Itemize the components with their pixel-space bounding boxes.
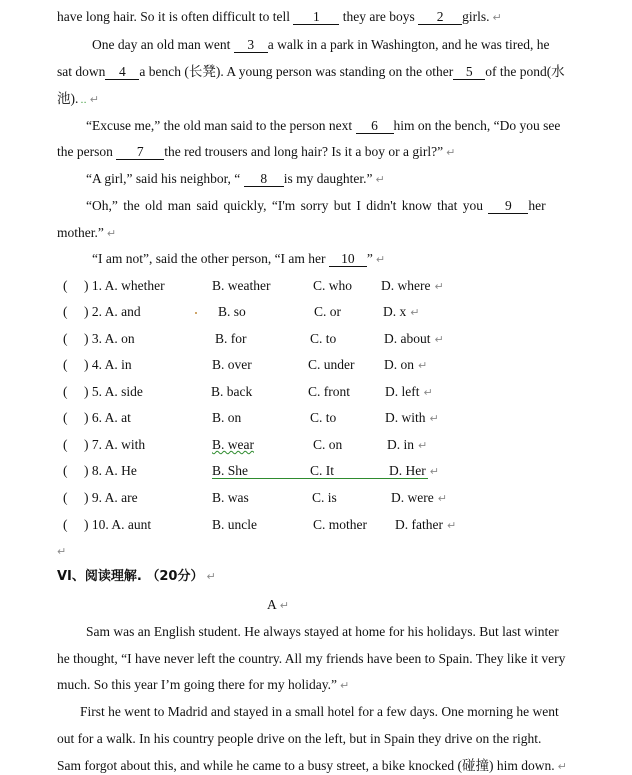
option-b: B. weather bbox=[212, 278, 271, 293]
answer-paren: ( bbox=[63, 437, 68, 452]
paragraph-mark-icon: ↵ bbox=[106, 227, 117, 240]
reading-line bbox=[80, 704, 559, 720]
option-b: B. for bbox=[215, 331, 247, 346]
option-d: D. left bbox=[385, 384, 420, 399]
option-c: C. under bbox=[308, 357, 355, 372]
answer-paren: ( bbox=[63, 517, 68, 532]
section-title: VI、阅读理解. （20分） bbox=[57, 569, 204, 584]
passage-text: “I am not”, said the other person, “I am her bbox=[92, 251, 329, 266]
blank-6: 6 bbox=[356, 119, 394, 134]
answer-paren: ( bbox=[63, 304, 68, 319]
paragraph-mark-icon: ↵ bbox=[446, 519, 457, 532]
empty-line bbox=[57, 543, 66, 560]
passage-text: the person bbox=[57, 144, 117, 159]
passage-line bbox=[57, 64, 565, 80]
stray-dot bbox=[195, 312, 197, 314]
passage-text: ” bbox=[366, 251, 373, 266]
passage-line bbox=[57, 144, 455, 161]
reading-text: Sam was an English student. He always stayed at home for his holidays. But last winter bbox=[86, 624, 559, 639]
section-heading bbox=[57, 569, 216, 585]
option-a: ) 10. A. aunt bbox=[84, 517, 152, 532]
option-d: D. Her bbox=[389, 463, 426, 478]
option-a: ) 9. A. are bbox=[84, 490, 138, 505]
reading-line bbox=[57, 731, 541, 747]
option-a: ) 6. A. at bbox=[84, 410, 131, 425]
option-c: C. It bbox=[310, 463, 335, 478]
reading-text: he thought, “I have never left the country. All my friends have been to Spain. They like it very bbox=[57, 651, 566, 666]
paragraph-mark-icon: ↵ bbox=[434, 280, 444, 293]
option-a: ) 4. A. in bbox=[84, 357, 132, 372]
passage-text: the red trousers and long hair? Is it a boy or a girl?” bbox=[164, 144, 444, 159]
option-b: B. over bbox=[212, 357, 252, 372]
passage-text: “Excuse me,” the old man said to the person next bbox=[86, 118, 356, 133]
paragraph-mark-icon: ↵ bbox=[557, 760, 567, 773]
passage-text: her bbox=[528, 198, 546, 213]
passage-line bbox=[92, 37, 549, 53]
paragraph-mark-icon: ↵ bbox=[418, 359, 428, 372]
paragraph-mark-icon: ↵ bbox=[437, 492, 447, 505]
paragraph-mark-icon: ↵ bbox=[206, 570, 216, 583]
option-a: ) 7. A. with bbox=[84, 437, 146, 452]
option-b: B. so bbox=[218, 304, 246, 319]
paragraph-mark-icon: ↵ bbox=[492, 11, 502, 24]
blank-5: 5 bbox=[453, 65, 485, 80]
blank-8: 8 bbox=[244, 172, 284, 187]
reading-text: much. So this year I’m going there for my holiday.” bbox=[57, 677, 337, 692]
option-d: D. where bbox=[381, 278, 431, 293]
blank-7: 7 bbox=[116, 145, 164, 160]
option-d: D. in bbox=[387, 437, 414, 452]
option-b: B. uncle bbox=[212, 517, 257, 532]
option-d: D. were bbox=[391, 490, 434, 505]
passage-line bbox=[92, 251, 385, 268]
reading-line bbox=[57, 651, 565, 667]
passage-letter: A bbox=[267, 597, 277, 612]
blank-1: 1 bbox=[293, 10, 339, 25]
option-d: D. on bbox=[384, 357, 414, 372]
option-a: ) 1. A. whether bbox=[84, 278, 165, 293]
paragraph-mark-icon: ↵ bbox=[375, 253, 386, 266]
blank-2: 2 bbox=[418, 10, 462, 25]
grammar-underline bbox=[212, 478, 428, 479]
passage-text: sat down bbox=[57, 64, 106, 79]
passage-text: a bench (长凳). A young person was standing on the other bbox=[139, 64, 454, 79]
option-b: B. on bbox=[212, 410, 242, 425]
option-c: C. who bbox=[313, 278, 353, 293]
answer-paren: ( bbox=[63, 331, 68, 346]
option-c: C. mother bbox=[313, 517, 367, 532]
passage-label bbox=[267, 597, 289, 614]
answer-paren: ( bbox=[63, 410, 68, 425]
blank-3: 3 bbox=[234, 38, 268, 53]
paragraph-mark-icon: ↵ bbox=[410, 306, 420, 319]
passage-text: him on the bench, “Do you see bbox=[393, 118, 561, 133]
option-d: D. father bbox=[395, 517, 443, 532]
passage-line bbox=[57, 225, 116, 242]
option-d: D. about bbox=[384, 331, 431, 346]
green-dot-icon: .. bbox=[80, 95, 87, 106]
paragraph-mark-icon: ↵ bbox=[279, 599, 289, 612]
passage-text: a walk in a park in Washington, and he was tired, he bbox=[267, 37, 550, 52]
paragraph-mark-icon: ↵ bbox=[429, 465, 439, 478]
passage-line bbox=[57, 9, 502, 26]
passage-text: is my daughter.” bbox=[283, 171, 373, 186]
paragraph-mark-icon: ↵ bbox=[375, 173, 385, 186]
passage-text: have long hair. So it is often difficult to tell bbox=[57, 9, 294, 24]
answer-paren: ( bbox=[63, 490, 68, 505]
option-a: ) 2. A. and bbox=[84, 304, 141, 319]
option-b: B. back bbox=[211, 384, 253, 399]
option-c: C. to bbox=[310, 410, 337, 425]
option-b: B. wear bbox=[212, 437, 254, 452]
answer-paren: ( bbox=[63, 278, 68, 293]
reading-text: First he went to Madrid and stayed in a small hotel for a few days. One morning he went bbox=[80, 704, 559, 719]
passage-text: “Oh,” the old man said quickly, “I'm sorry but I didn't know that you bbox=[86, 198, 489, 213]
blank-4: 4 bbox=[105, 65, 139, 80]
passage-text: girls. bbox=[462, 9, 490, 24]
passage-line bbox=[86, 198, 546, 214]
option-a: ) 8. A. He bbox=[84, 463, 137, 478]
option-c: C. on bbox=[313, 437, 343, 452]
option-c: C. to bbox=[310, 331, 337, 346]
option-b: B. She bbox=[212, 463, 249, 478]
passage-line bbox=[86, 118, 560, 134]
paragraph-mark-icon: ↵ bbox=[89, 93, 99, 106]
option-a: ) 3. A. on bbox=[84, 331, 135, 346]
option-c: C. is bbox=[312, 490, 337, 505]
answer-paren: ( bbox=[63, 463, 68, 478]
passage-text: of the pond(水 bbox=[485, 64, 565, 79]
reading-line bbox=[86, 624, 559, 640]
option-c: C. or bbox=[314, 304, 341, 319]
blank-10: 10 bbox=[329, 252, 367, 267]
reading-text: Sam forgot about this, and while he came to a busy street, a bike knocked (碰撞) him down. bbox=[57, 758, 555, 773]
option-d: D. x bbox=[383, 304, 407, 319]
answer-paren: ( bbox=[63, 384, 68, 399]
passage-line bbox=[86, 171, 385, 188]
paragraph-mark-icon: ↵ bbox=[429, 412, 439, 425]
passage-text: they are boys bbox=[342, 9, 419, 24]
passage-text: 池). bbox=[57, 91, 79, 106]
passage-line bbox=[57, 91, 99, 109]
paragraph-mark-icon: ↵ bbox=[434, 333, 444, 346]
reading-text: out for a walk. In his country people drive on the left, but in Spain they drive on the right. bbox=[57, 731, 542, 746]
answer-paren: ( bbox=[63, 357, 68, 372]
passage-text: mother.” bbox=[57, 225, 104, 240]
reading-line bbox=[57, 677, 349, 694]
passage-text: “A girl,” said his neighbor, “ bbox=[86, 171, 244, 186]
passage-text: One day an old man went bbox=[92, 37, 234, 52]
paragraph-mark-icon: ↵ bbox=[446, 146, 456, 159]
reading-line bbox=[57, 758, 567, 775]
option-a: ) 5. A. side bbox=[84, 384, 143, 399]
option-c: C. front bbox=[308, 384, 350, 399]
blank-9: 9 bbox=[488, 199, 528, 214]
paragraph-mark-icon: ↵ bbox=[57, 545, 67, 558]
paragraph-mark-icon: ↵ bbox=[418, 439, 428, 452]
option-b: B. was bbox=[212, 490, 249, 505]
option-d: D. with bbox=[385, 410, 426, 425]
paragraph-mark-icon: ↵ bbox=[339, 679, 350, 692]
paragraph-mark-icon: ↵ bbox=[423, 386, 433, 399]
